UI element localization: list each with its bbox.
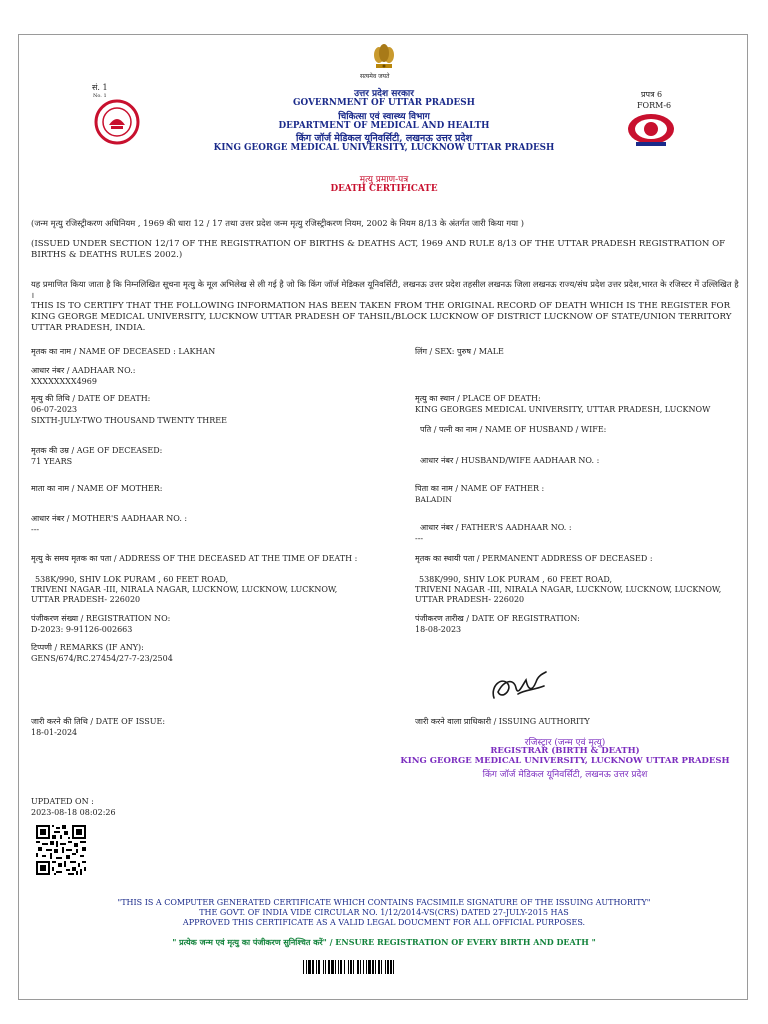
form-number: FORM-6 bbox=[637, 101, 672, 110]
age-label: मृतक की उम्र / AGE OF DECEASED: bbox=[31, 446, 163, 455]
spouse-aadhaar-label: आधार नंबर / HUSBAND/WIFE AADHAAR NO. : bbox=[420, 456, 600, 465]
father-aadhaar-label: आधार नंबर / FATHER'S AADHAAR NO. : bbox=[420, 523, 572, 532]
registration-date-value: 18-08-2023 bbox=[415, 625, 462, 634]
spouse-name-label: पति / पत्नी का नाम / NAME OF HUSBAND / WIFE: bbox=[420, 425, 607, 434]
address-line-2: TRIVENI NAGAR -III, NIRALA NAGAR, LUCKNOW, LUCKNOW, LUCKNOW, bbox=[31, 585, 338, 594]
univ-english: KING GEORGE MEDICAL UNIVERSITY, LUCKNOW UTTAR PRADESH bbox=[213, 143, 555, 153]
permanent-address-label: मृतक का स्थायी पता / PERMANENT ADDRESS OF DECEASED : bbox=[415, 554, 653, 563]
registrar-university-english: KING GEORGE MEDICAL UNIVERSITY, LUCKNOW UTTAR PRADESH bbox=[400, 756, 730, 766]
updated-on-value: 2023-08-18 08:02:26 bbox=[31, 808, 116, 817]
father-name-value: BALADIN bbox=[415, 495, 452, 504]
mother-aadhaar-value: --- bbox=[31, 525, 40, 534]
sex: लिंग / SEX: पुरुष / MALE bbox=[415, 347, 504, 356]
father-name-label: पिता का नाम / NAME OF FATHER : bbox=[415, 484, 545, 493]
serial-number: No. 1 bbox=[93, 93, 107, 99]
title-hindi: मृत्यु प्रमाण-पत्र bbox=[359, 175, 409, 185]
barcode-icon bbox=[303, 960, 466, 974]
date-of-death-label: मृत्यु की तिथि / DATE OF DEATH: bbox=[31, 394, 151, 403]
issued-under-english: (ISSUED UNDER SECTION 12/17 OF THE REGISTRATION OF BIRTHS & DEATHS ACT, 1969 AND RULE 8/13 OF THE UTTAR PRADESH REGISTRATION OF BIRTHS & DEATHS RULES 2002.) bbox=[31, 239, 726, 260]
registration-no-label: पंजीकरण संख्या / REGISTRATION NO: bbox=[31, 614, 171, 623]
date-of-death-value: 06-07-2023 bbox=[31, 405, 78, 414]
emblem-motto: सत्यमेव जयते bbox=[360, 73, 390, 80]
address-line-3: UTTAR PRADESH- 226020 bbox=[31, 595, 141, 604]
issued-under-hindi: (जन्म मृत्यु रजिस्ट्रीकरण अधिनियम , 1969 की धारा 12 / 17 तथा उत्तर प्रदेश जन्म मृत्यु रजिस्ट्रीकरण नियम, 2002 के नियम 8/13 के अंतर्गत जारी किया गया ) bbox=[31, 218, 524, 228]
registration-slogan: " प्रत्येक जन्म एवं मृत्यु का पंजीकरण सुनिश्चित करें" / ENSURE REGISTRATION OF EVERY BIRTH AND DEATH " bbox=[172, 937, 596, 947]
form-hindi: प्रपत्र 6 bbox=[641, 90, 663, 99]
signature-icon bbox=[488, 668, 552, 706]
deceased-name: मृतक का नाम / NAME OF DECEASED : LAKHAN bbox=[31, 347, 216, 356]
serial-hindi: सं. 1 bbox=[92, 83, 108, 92]
address-label: मृत्यु के समय मृतक का पता / ADDRESS OF THE DECEASED AT THE TIME OF DEATH : bbox=[31, 554, 358, 563]
certify-english: THIS IS TO CERTIFY THAT THE FOLLOWING INFORMATION HAS BEEN TAKEN FROM THE ORIGINAL RECORD OF DEATH WHICH IS THE REGISTER FOR KING GEORGE MEDICAL UNIVERSITY, LUCKNOW UTTAR PRADESH OF TAHSIL/BLOCK LUCKNOW OF DISTRICT LUCKNOW OF STATE/UNION TERRITORY UTTAR PRADESH, INDIA. bbox=[31, 301, 732, 333]
address-line-1: 538K/990, SHIV LOK PURAM , 60 FEET ROAD, bbox=[35, 575, 229, 584]
permanent-address-line-2: TRIVENI NAGAR -III, NIRALA NAGAR, LUCKNOW, LUCKNOW, LUCKNOW, bbox=[415, 585, 722, 594]
registrar-english: REGISTRAR (BIRTH & DEATH) bbox=[490, 746, 640, 756]
registration-date-label: पंजीकरण तारीख / DATE OF REGISTRATION: bbox=[415, 614, 580, 623]
registrar-university-hindi: किंग जॉर्ज मेडिकल यूनिवर्सिटी, लखनऊ उत्तर प्रदेश bbox=[482, 770, 648, 780]
aadhaar-value: XXXXXXXX4969 bbox=[31, 377, 97, 386]
place-of-death-label: मृत्यु का स्थान / PLACE OF DEATH: bbox=[415, 394, 541, 403]
issuing-authority-label: जारी करने वाला प्राधिकारी / ISSUING AUTHORITY bbox=[415, 717, 590, 726]
govt-hindi: उत्तर प्रदेश सरकार bbox=[354, 89, 414, 99]
father-aadhaar-value: --- bbox=[415, 534, 424, 543]
footer-line-1: "THIS IS A COMPUTER GENERATED CERTIFICATE WHICH CONTAINS FACSIMILE SIGNATURE OF THE ISSUING AUTHORITY" bbox=[117, 898, 651, 907]
registration-no-value: D-2023: 9-91126-002663 bbox=[31, 625, 133, 634]
mother-name-label: माता का नाम / NAME OF MOTHER: bbox=[31, 484, 163, 493]
age-value: 71 YEARS bbox=[31, 457, 73, 466]
govt-english: GOVERNMENT OF UTTAR PRADESH bbox=[293, 98, 475, 108]
footer-line-3: APPROVED THIS CERTIFICATE AS A VALID LEGAL DOUCMENT FOR ALL OFFICIAL PURPOSES. bbox=[182, 918, 586, 927]
remarks-value: GENS/674/RC.27454/27-7-23/2504 bbox=[31, 654, 173, 663]
certify-hindi: यह प्रमाणित किया जाता है कि निम्नलिखित सूचना मृत्यु के मूल अभिलेख से ली गई है जो कि किंग जॉर्ज मेडिकल यूनिवर्सिटी, लखनऊ उत्तर प्रदेश तहसील लखनऊ जिला लखनऊ राज्य/संघ प्रदेश उत्तर प्रदेश,भारत के रजिस्टर में उल्लिखित है । bbox=[31, 279, 739, 300]
footer-line-2: THE GOVT. OF INDIA VIDE CIRCULAR NO. 1/12/2014-VS(CRS) DATED 27-JULY-2015 HAS bbox=[199, 908, 569, 917]
registrar-hindi: रजिस्ट्रार (जन्म एवं मृत्यु) bbox=[524, 738, 606, 748]
issue-date-label: जारी करने की तिथि / DATE OF ISSUE: bbox=[31, 717, 166, 726]
ashoka-emblem-icon bbox=[370, 42, 398, 72]
date-of-death-words: SIXTH-JULY-TWO THOUSAND TWENTY THREE bbox=[31, 416, 227, 425]
permanent-address-line-1: 538K/990, SHIV LOK PURAM , 60 FEET ROAD, bbox=[419, 575, 613, 584]
updated-on-label: UPDATED ON : bbox=[31, 797, 94, 806]
title-english: DEATH CERTIFICATE bbox=[330, 184, 438, 194]
aadhaar-label: आधार नंबर / AADHAAR NO.: bbox=[31, 366, 136, 375]
univ-hindi: किंग जॉर्ज मेडिकल यूनिवर्सिटी, लखनऊ उत्तर प्रदेश bbox=[296, 133, 472, 144]
issue-date-value: 18-01-2024 bbox=[31, 728, 78, 737]
remarks-label: टिप्पणी / REMARKS (IF ANY): bbox=[31, 643, 144, 652]
dept-hindi: चिकित्सा एवं स्वास्थ्य विभाग bbox=[338, 112, 430, 122]
mother-aadhaar-label: आधार नंबर / MOTHER'S AADHAAR NO. : bbox=[31, 514, 188, 523]
place-of-death-value: KING GEORGES MEDICAL UNIVERSITY, UTTAR PRADESH, LUCKNOW bbox=[415, 405, 711, 414]
permanent-address-line-3: UTTAR PRADESH- 226020 bbox=[415, 595, 525, 604]
qr-code-icon bbox=[35, 825, 87, 875]
dept-english: DEPARTMENT OF MEDICAL AND HEALTH bbox=[278, 121, 490, 131]
